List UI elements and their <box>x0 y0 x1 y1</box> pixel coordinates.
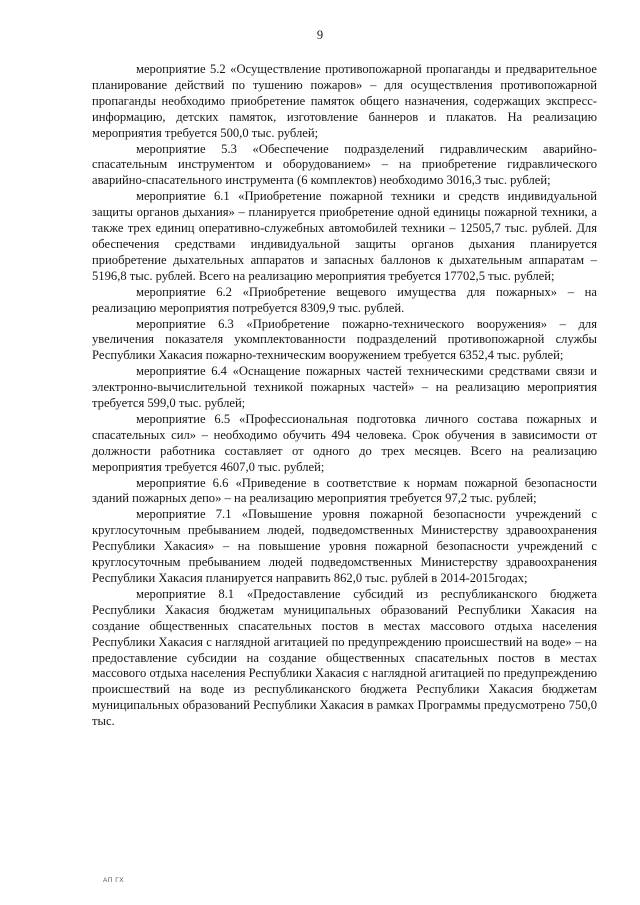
paragraph-measure-7-1: мероприятие 7.1 «Повышение уровня пожарной безопасности учреждений с круглосуточным пребыванием людей, подведомственных Министерству здравоохранения Республики Хакасия» – на повышение уровня пожарной безопасности учреждений с круглосуточным пребыванием людей подведомственных Министерству здравоохранения Республики Хакасия планируется направить 862,0 тыс. рублей в 2014-2015годах; <box>92 507 597 585</box>
paragraph-measure-6-2: мероприятие 6.2 «Приобретение вещевого имущества для пожарных» – на реализацию мероприятия потребуется 8309,9 тыс. рублей. <box>92 284 597 315</box>
paragraph-measure-6-3: мероприятие 6.3 «Приобретение пожарно-технического вооружения» – для увеличения показателя укомплектованности подразделений противопожарной службы Республики Хакасия пожарно-техническим вооружением требуется 6352,4 тыс. рублей; <box>92 316 597 363</box>
paragraph-measure-6-6: мероприятие 6.6 «Приведение в соответствие к нормам пожарной безопасности зданий пожарных депо» – на реализацию мероприятия требуется 97,2 тыс. рублей; <box>92 475 597 506</box>
paragraph-measure-6-5: мероприятие 6.5 «Профессиональная подготовка личного состава пожарных и спасательных сил» – необходимо обучить 494 человека. Срок обучения в зависимости от должности работника составляет от одного до трех месяцев. Всего на реализацию мероприятия требуется 4607,0 тыс. рублей; <box>92 411 597 474</box>
page-number: 9 <box>316 28 324 42</box>
footer-stamp-mark: АП ГХ <box>103 877 125 884</box>
document-body <box>92 62 597 730</box>
paragraph-measure-6-4: мероприятие 6.4 «Оснащение пожарных частей техническими средствами связи и электронно-вычислительной техникой пожарных частей» – на реализацию мероприятия требуется 599,0 тыс. рублей; <box>92 364 597 411</box>
paragraph-measure-5-3: мероприятие 5.3 «Обеспечение подразделений гидравлическим аварийно-спасательным инструментом и оборудованием» – на приобретение гидравлического аварийно-спасательного инструмента (6 комплектов) необходимо 3016,3 тыс. рублей; <box>92 141 597 188</box>
paragraph-measure-6-1: мероприятие 6.1 «Приобретение пожарной техники и средств индивидуальной защиты органов дыхания» – планируется приобретение одной единицы пожарной техники, а также трех единиц оперативно-служебных автомобилей техники – 12505,7 тыс. рублей. Для обеспечения средствами индивидуальной защиты органов дыхания планируется приобретение дыхательных аппаратов и запасных баллонов к дыхательным аппаратам – 5196,8 тыс. рублей. Всего на реализацию мероприятия требуется 17702,5 тыс. рублей; <box>92 189 597 283</box>
paragraph-measure-8-1: мероприятие 8.1 «Предоставление субсидий из республиканского бюджета Республики Хакасия бюджетам муниципальных образований Республики Хакасия на создание общественных спасательных постов в местах массового отдыха населения Республики Хакасия с наглядной агитацией по предупреждению происшествий на воде» – на предоставление субсидии на создание общественных спасательных постов в местах массового отдыха населения Республики Хакасия с наглядной агитацией по предупреждению происшествий на воде из республиканского бюджета Республики Хакасия бюджетам муниципальных образований Республики Хакасия в рамках Программы предусмотрено 750,0 тыс. <box>92 586 597 729</box>
paragraph-measure-5-2: мероприятие 5.2 «Осуществление противопожарной пропаганды и предварительное планирование действий по тушению пожаров» – для осуществления противопожарной пропаганды необходимо приобретение памяток общего назначения, содержащих экспресс-информацию, детских памяток, изготовление баннеров и плакатов. На реализацию мероприятия требуется 500,0 тыс. рублей; <box>92 62 597 140</box>
